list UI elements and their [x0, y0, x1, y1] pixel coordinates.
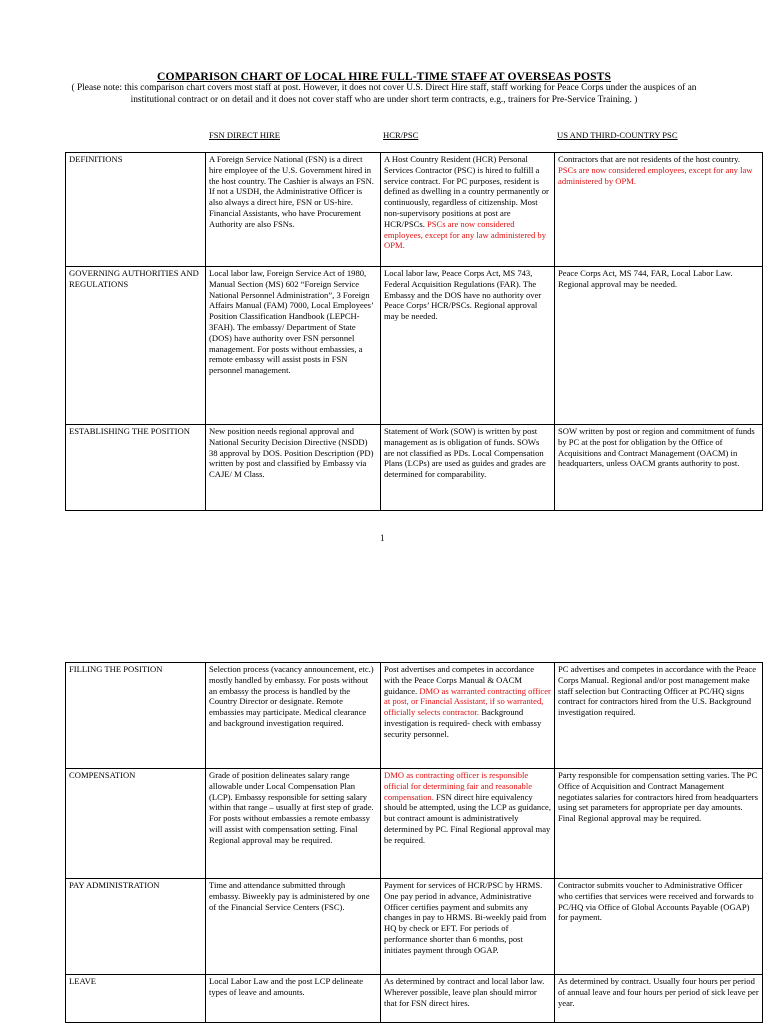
row-label: GOVERNING AUTHORITIES AND REGULATIONS — [66, 267, 206, 425]
comparison-table-page-2 — [65, 662, 763, 1023]
us-cell: SOW written by post or region and commitment of funds by PC at the post for obligation by the Office of Acquisitions and Contract Management (OACM) in headquarters, unless OACM grants authority to post. — [555, 425, 763, 511]
highlight-text: DMO as contracting officer is responsible official for determining fair and reasonable compensation. — [384, 770, 533, 802]
row-label: FILLING THE POSITION — [66, 663, 206, 769]
table-row — [66, 769, 763, 879]
row-label: PAY ADMINISTRATION — [66, 879, 206, 975]
row-label: COMPENSATION — [66, 769, 206, 879]
fsn-cell: Time and attendance submitted through embassy. Biweekly pay is administered by one of the Financial Service Centers (FSC). — [206, 879, 381, 975]
row-label: ESTABLISHING THE POSITION — [66, 425, 206, 511]
us-cell: Contractor submits voucher to Administrative Officer who certifies that services were received and forwards to PC/HQ via Office of Global Accounts Payable (OGAP) for payment. — [555, 879, 763, 975]
us-cell: Party responsible for compensation setting varies. The PC Office of Acquisition and Contract Management negotiates salaries for contractors hired from headquarters using set parameters for appropriate per day amounts. Final Regional approval may be required. — [555, 769, 763, 879]
column-header-hcr: HCR/PSC — [383, 130, 419, 140]
cell-text: Background investigation is required- check with embassy security personnel. — [384, 707, 542, 739]
row-label: LEAVE — [66, 975, 206, 1023]
comparison-table-page-1 — [65, 152, 763, 511]
table-row — [66, 267, 763, 425]
hcr-cell — [381, 663, 555, 769]
cell-text: FSN direct hire equivalency should be attempted, using the LCP as guidance, but contract amount is administratively determined by PC. Final Regional approval may be required. — [384, 791, 551, 845]
table-row — [66, 153, 763, 267]
table-row — [66, 879, 763, 975]
highlight-text: PSCs are now considered employees, except for any law administered by OPM. — [384, 218, 547, 251]
fsn-cell: Grade of position delineates salary range allowable under Local Compensation Plan (LCP). Embassy responsible for setting salary within that range – usually at first step of grade. For posts without embassies a remote embassy will assist with compensation setting. Final Regional approval may be required. — [206, 769, 381, 879]
hcr-cell — [381, 769, 555, 879]
cell-text: Post advertises and competes in accordance with the Peace Corps Manual & OACM guidance. — [384, 664, 535, 696]
hcr-cell: Payment for services of HCR/PSC by HRMS. One pay period in advance, Administrative Officer certifies payment and submits any changes in pay to HRMS. Bi-weekly paid from HQ by check or EFT. For periods of performance shorter than 6 months, post initiates payment through OGAP. — [381, 879, 555, 975]
highlight-text: PSCs are now considered employees, except for any law administered by OPM. — [558, 164, 753, 186]
column-header-fsn: FSN DIRECT HIRE — [209, 130, 280, 140]
hcr-cell: Statement of Work (SOW) is written by post management as is obligation of funds. SOWs are not classified as PDs. Local Compensation Plans (LCPs) are used as guides and grades are determined for comparability. — [381, 425, 555, 511]
us-cell: PC advertises and competes in accordance with the Peace Corps Manual. Regional and/or post management make staff selection but Contracting Officer at PC/HQ signs contract for contractors hired from the U.S. Background investigation required. — [555, 663, 763, 769]
table-row — [66, 425, 763, 511]
fsn-cell: Local labor law, Foreign Service Act of 1980, Manual Section (MS) 602 “Foreign Service National Personnel Administration”, 3 Foreign Affairs Manual (FAM) 7000, Local Employees’ Position Classification Handbook (LEPCH-3FAH). The embassy/ Department of State (DOS) have authority over FSN personnel management. For posts without embassies, a remote embassy will assist posts in FSN personnel management. — [206, 267, 381, 425]
hcr-cell — [381, 153, 555, 267]
highlight-text: DMO as warranted contracting officer at post, or Financial Assistant, if so warranted, officially selects contractor. — [384, 685, 551, 718]
fsn-cell: Local Labor Law and the post LCP delineate types of leave and amounts. — [206, 975, 381, 1023]
cell-text: A Host Country Resident (HCR) Personal Services Contractor (PSC) is hired to fulfill a service contract. For PC purposes, resident is defined as dwelling in a country permanently or continuously, regardless of citizenship. Most non-supervisory positions at post are HCR/PSCs. — [384, 154, 549, 229]
scope-note: ( Please note: this comparison chart covers most staff at post. However, it does not cover U.S. Direct Hire staff, staff working for Peace Corps under the auspices of an institutional contract or on detail and it does not cover staff who are under short term contracts, e.g., trainers for Pre-Service Training. ) — [71, 83, 697, 105]
fsn-cell: New position needs regional approval and National Security Decision Directive (NSDD) 38 approval by DOS. Position Description (PD) written by post and classified by Embassy via CAJE/ M Class. — [206, 425, 381, 511]
table-row — [66, 975, 763, 1023]
column-header-us: US AND THIRD-COUNTRY PSC — [557, 130, 678, 140]
fsn-cell: A Foreign Service National (FSN) is a direct hire employee of the U.S. Government hired in the host country. The Cashier is always an FSN. If not a USDH, the Administrative Officer is also always a direct hire, FSN or US-hire. Financial Assistants, who have Procurement Authority are also FSNs. — [206, 153, 381, 267]
hcr-cell: As determined by contract and local labor law. Wherever possible, leave plan should mirror that for FSN direct hires. — [381, 975, 555, 1023]
page-number: 1 — [380, 533, 385, 543]
hcr-cell: Local labor law, Peace Corps Act, MS 743, Federal Acquisition Regulations (FAR). The Embassy and the DOS have no authority over Peace Corps’ HCR/PSCs. Regional approval may be needed. — [381, 267, 555, 425]
us-cell — [555, 153, 763, 267]
us-cell: Peace Corps Act, MS 744, FAR, Local Labor Law. Regional approval may be needed. — [555, 267, 763, 425]
fsn-cell: Selection process (vacancy announcement, etc.) mostly handled by embassy. For posts without an embassy the process is handled by the Country Director or designate. Remote embassies may participate. Medical clearance and background investigation required. — [206, 663, 381, 769]
row-label: DEFINITIONS — [66, 153, 206, 267]
us-cell: As determined by contract. Usually four hours per period of annual leave and four hours per period of sick leave per year. — [555, 975, 763, 1023]
table-row — [66, 663, 763, 769]
cell-text: Contractors that are not residents of the host country. — [558, 154, 741, 164]
page-title: COMPARISON CHART OF LOCAL HIRE FULL-TIME STAFF AT OVERSEAS POSTS — [156, 70, 612, 83]
